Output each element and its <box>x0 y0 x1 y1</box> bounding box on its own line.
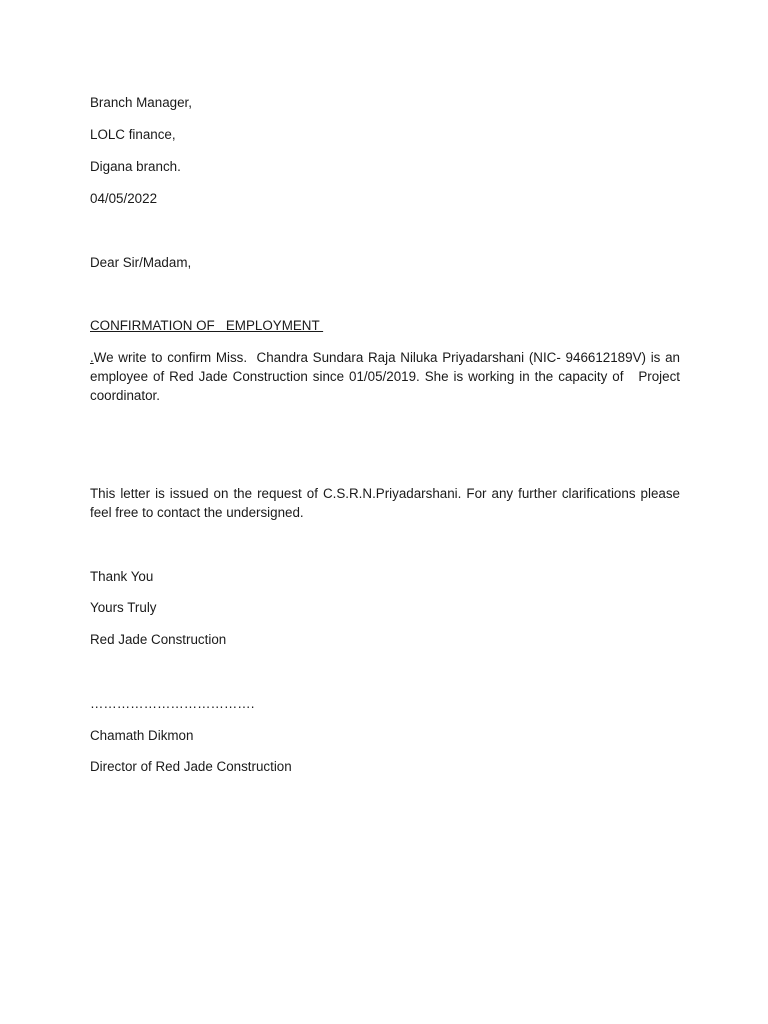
paragraph-marker: . <box>90 350 94 365</box>
letter-date: 04/05/2022 <box>90 191 158 206</box>
closing-sign-off: Yours Truly <box>90 600 157 615</box>
body-paragraph-2: This letter is issued on the request of C.S.R.N.Priyadarshani. For any further clarifications please feel free to contact the undersigned. <box>90 486 680 520</box>
recipient-company: LOLC finance, <box>90 127 176 142</box>
salutation: Dear Sir/Madam, <box>90 255 192 270</box>
recipient-title: Branch Manager, <box>90 95 192 110</box>
signatory-title: Director of Red Jade Construction <box>90 759 292 774</box>
closing-thanks: Thank You <box>90 569 154 584</box>
recipient-branch: Digana branch. <box>90 159 181 174</box>
body-paragraph-1 <box>90 348 684 405</box>
subject-heading: CONFIRMATION OF EMPLOYMENT <box>90 318 324 333</box>
closing-company: Red Jade Construction <box>90 632 227 647</box>
signature-line: ………………………………. <box>90 696 255 711</box>
paragraph-1-text: We write to confirm Miss. Chandra Sundara Raja Niluka Priyadarshani (NIC- 946612189V) is an employee of Red Jade Construction since 01/05/2019. She is working in the capacity of Project coordinator. <box>90 350 684 403</box>
signatory-name: Chamath Dikmon <box>90 728 194 743</box>
